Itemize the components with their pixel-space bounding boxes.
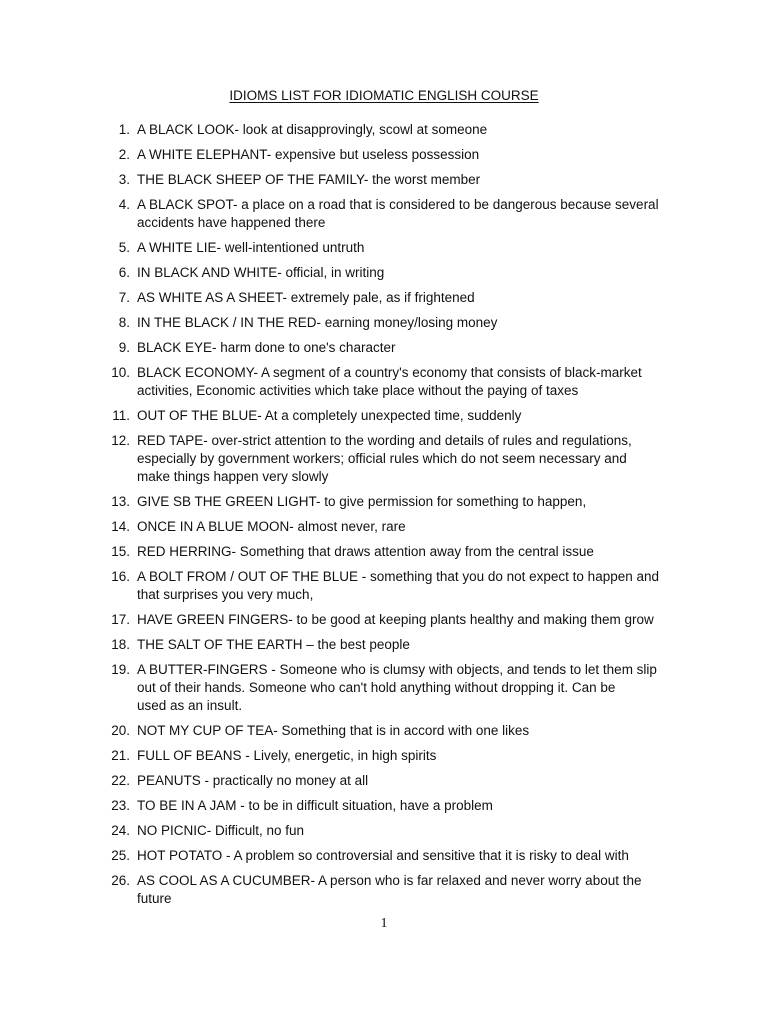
item-text: THE BLACK SHEEP OF THE FAMILY- the worst member xyxy=(137,172,481,187)
item-number: 16. xyxy=(111,569,130,584)
item-number: 22. xyxy=(111,773,130,788)
item-text: AS WHITE AS A SHEET- extremely pale, as if frightened xyxy=(137,290,475,305)
item-text: A BUTTER-FINGERS - Someone who is clumsy with objects, and tends to let them slip out of their hands. Someone who can't hold anything without dropping it. Can be used as an insult. xyxy=(137,662,657,713)
item-number: 11. xyxy=(112,408,130,423)
page-title: IDIOMS LIST FOR IDIOMATIC ENGLISH COURSE xyxy=(229,88,539,103)
item-number: 3. xyxy=(118,172,130,187)
item-number: 10. xyxy=(111,365,130,380)
page-number: 1 xyxy=(380,916,388,931)
item-number: 8. xyxy=(118,315,130,330)
item-number: 19. xyxy=(111,662,130,677)
item-text: BLACK ECONOMY- A segment of a country's economy that consists of black-market activities, Economic activities which take place without the paying of taxes xyxy=(137,365,642,398)
item-number: 9. xyxy=(118,340,130,355)
item-number: 1. xyxy=(118,122,130,137)
item-number: 6. xyxy=(118,265,130,280)
item-text: PEANUTS - practically no money at all xyxy=(137,773,369,788)
item-text: HAVE GREEN FINGERS- to be good at keeping plants healthy and making them grow xyxy=(137,612,654,627)
item-text: OUT OF THE BLUE- At a completely unexpected time, suddenly xyxy=(137,408,522,423)
item-number: 26. xyxy=(111,873,130,888)
item-number: 2. xyxy=(118,147,130,162)
item-text: IN BLACK AND WHITE- official, in writing xyxy=(137,265,385,280)
item-text: A WHITE LIE- well-intentioned untruth xyxy=(137,240,365,255)
item-text: AS COOL AS A CUCUMBER- A person who is far relaxed and never worry about the future xyxy=(137,873,642,906)
item-number: 23. xyxy=(111,798,130,813)
item-number: 18. xyxy=(111,637,130,652)
item-number: 5. xyxy=(118,240,130,255)
item-text: THE SALT OF THE EARTH – the best people xyxy=(137,637,410,652)
item-number: 7. xyxy=(118,290,130,305)
item-text: GIVE SB THE GREEN LIGHT- to give permission for something to happen, xyxy=(137,494,587,509)
item-text: A WHITE ELEPHANT- expensive but useless possession xyxy=(137,147,480,162)
item-text: NO PICNIC- Difficult, no fun xyxy=(137,823,305,838)
item-text: A BOLT FROM / OUT OF THE BLUE - something that you do not expect to happen and that surprises you very much, xyxy=(137,569,660,602)
item-text: A BLACK LOOK- look at disapprovingly, scowl at someone xyxy=(137,122,488,137)
item-text: A BLACK SPOT- a place on a road that is considered to be dangerous because several accidents have happened there xyxy=(137,197,659,230)
item-text: RED TAPE- over-strict attention to the wording and details of rules and regulations, especially by government workers; official rules which do not seem necessary and make things happen very slowly xyxy=(137,433,632,484)
item-number: 17. xyxy=(111,612,130,627)
item-text: BLACK EYE- harm done to one's character xyxy=(137,340,396,355)
item-number: 13. xyxy=(111,494,130,509)
item-text: NOT MY CUP OF TEA- Something that is in accord with one likes xyxy=(137,723,530,738)
item-number: 15. xyxy=(111,544,130,559)
item-text: IN THE BLACK / IN THE RED- earning money/losing money xyxy=(137,315,498,330)
item-number: 14. xyxy=(111,519,130,534)
item-text: ONCE IN A BLUE MOON- almost never, rare xyxy=(137,519,406,534)
item-number: 25. xyxy=(111,848,130,863)
item-text: TO BE IN A JAM - to be in difficult situation, have a problem xyxy=(137,798,493,813)
item-text: RED HERRING- Something that draws attention away from the central issue xyxy=(137,544,594,559)
item-text: FULL OF BEANS - Lively, energetic, in high spirits xyxy=(137,748,437,763)
item-number: 20. xyxy=(111,723,130,738)
item-number: 21. xyxy=(111,748,130,763)
item-text: HOT POTATO - A problem so controversial and sensitive that it is risky to deal with xyxy=(137,848,629,863)
item-number: 12. xyxy=(111,433,130,448)
item-number: 24. xyxy=(111,823,130,838)
item-number: 4. xyxy=(118,197,130,212)
